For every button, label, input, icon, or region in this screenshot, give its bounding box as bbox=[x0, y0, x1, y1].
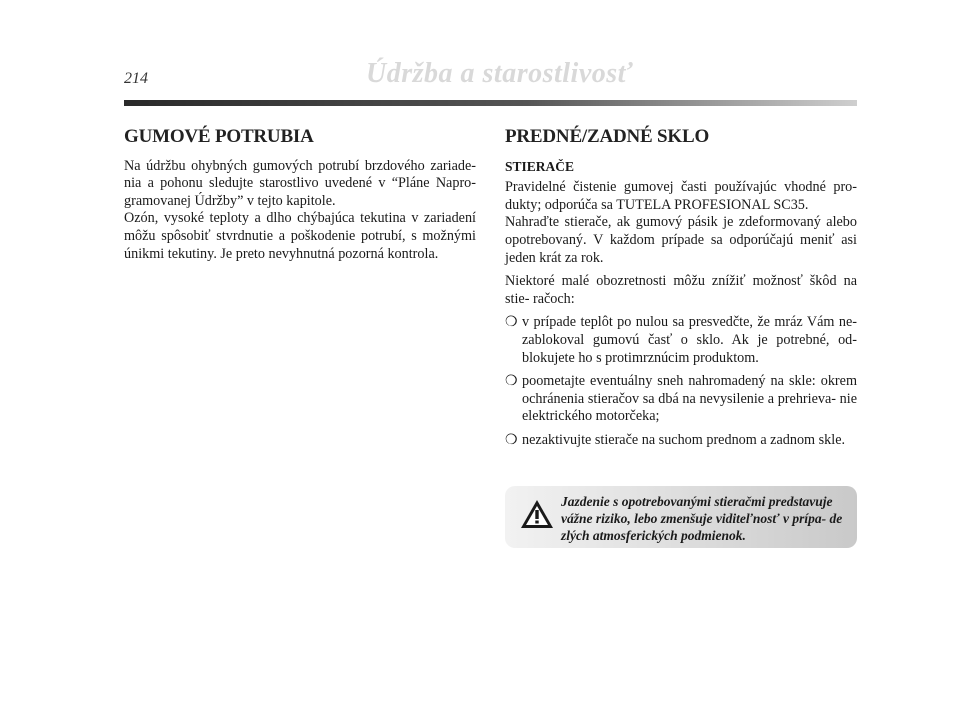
sub-heading-wipers: STIERAČE bbox=[505, 158, 575, 174]
section-heading-hoses: GUMOVÉ POTRUBIA bbox=[124, 126, 314, 147]
bullet-circle-icon: ❍ bbox=[505, 374, 518, 390]
right-column bbox=[505, 128, 857, 456]
paragraph: Ozón, vysoké teploty a dlho chýbajúca tekutina v zariadení môžu spôsobiť stvrdnutie a poškodenie potrubí, s možnými únikmi tekutiny. Je preto nevyhnutná pozorná kontrola. bbox=[124, 210, 476, 262]
paragraph: Nahraďte stierače, ak gumový pásik je zdeformovaný alebo opotrebovaný. V každom prípade sa odporúčajú meniť asi jeden krát za rok. bbox=[505, 214, 857, 266]
bullet-list bbox=[505, 314, 857, 449]
section-heading-glass: PREDNÉ/ZADNÉ SKLO bbox=[505, 126, 710, 147]
warning-triangle-icon bbox=[519, 498, 555, 530]
warning-box bbox=[505, 486, 857, 548]
warning-text: Jazdenie s opotrebovanými stieračmi predstavuje vážne riziko, lebo zmenšuje viditeľnosť v prípa- de zlých atmosferických podmienok. bbox=[561, 494, 843, 543]
left-column bbox=[124, 128, 476, 269]
page-title: Údržba a starostlivosť bbox=[366, 58, 634, 89]
paragraph: Pravidelné čistenie gumovej časti používajúc vhodné pro- dukty; odporúča sa TUTELA PROFESIONAL SC35. bbox=[505, 179, 857, 213]
bullet-circle-icon: ❍ bbox=[505, 315, 518, 331]
paragraph: Niektoré malé obozretnosti môžu znížiť možnosť škôd na stie- račoch: bbox=[505, 273, 857, 307]
paragraph: Na údržbu ohybných gumových potrubí brzdového zariade- nia a pohonu sledujte starostlivo uvedené v “Pláne Napro- gramovanej Údržby” v tejto kapitole. bbox=[124, 157, 476, 209]
bullet-circle-icon: ❍ bbox=[505, 432, 518, 448]
header-rule bbox=[124, 100, 857, 106]
list-item bbox=[505, 432, 857, 450]
list-item bbox=[505, 373, 857, 426]
list-item-text: poometajte eventuálny sneh nahromadený na skle: okrem ochránenia stieračov sa dbá na nevysilenie a prehrieva- nie elektrického motorčeka; bbox=[522, 373, 857, 425]
list-item-text: nezaktivujte stierače na suchom prednom a zadnom skle. bbox=[522, 431, 846, 448]
list-item-text: v prípade teplôt po nulou sa presvedčte, že mráz Vám ne- zablokoval gumovú časť o sklo. Ak je potrebné, od- blokujete ho s protimrznúcim produktom. bbox=[522, 314, 857, 366]
list-item bbox=[505, 314, 857, 367]
page-number: 214 bbox=[124, 70, 148, 87]
